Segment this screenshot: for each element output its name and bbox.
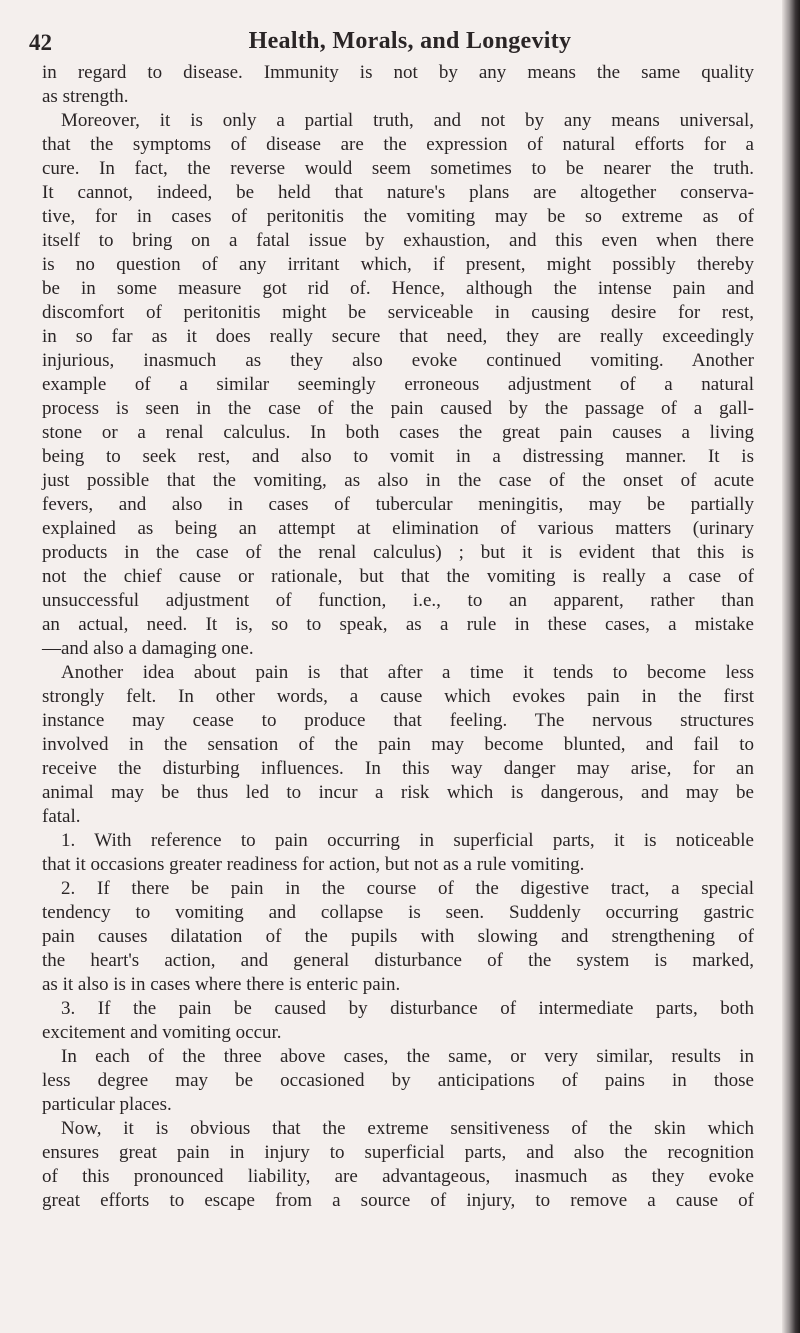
book-binding-edge [782,0,800,1333]
text-line: animal may be thus led to incur a risk which is dangerous, and may be [42,782,754,803]
text-line: pain causes dilatation of the pupils with slowing and strengthening of [42,926,754,947]
text-line: instance may cease to produce that feeling. The nervous structures [42,710,754,731]
text-line: involved in the sensation of the pain may become blunted, and fail to [42,734,754,755]
text-line: as it also is in cases where there is enteric pain. [42,974,401,995]
text-line: less degree may be occasioned by anticipations of pains in those [42,1070,754,1091]
text-line: strongly felt. In other words, a cause which evokes pain in the first [42,686,754,707]
text-line: products in the case of the renal calculus) ; but it is evident that this is [42,542,754,563]
text-line: discomfort of peritonitis might be serviceable in causing desire for rest, [42,302,754,323]
paragraph [42,1045,754,1117]
paragraph [42,109,754,661]
text-line: great efforts to escape from a source of injury, to remove a cause of [42,1190,754,1211]
paragraph [42,1117,754,1213]
page-body [42,61,754,1213]
text-line: the heart's action, and general disturbance of the system is marked, [42,950,754,971]
text-line: be in some measure got rid of. Hence, although the intense pain and [42,278,754,299]
text-line: injurious, inasmuch as they also evoke continued vomiting. Another [42,350,754,371]
text-line: of this pronounced liability, are advantageous, inasmuch as they evoke [42,1166,754,1187]
text-line: that it occasions greater readiness for action, but not as a rule vomiting. [42,854,585,875]
paragraph [42,997,754,1045]
text-line: particular places. [42,1094,172,1115]
text-line: cure. In fact, the reverse would seem sometimes to be nearer the truth. [42,158,754,179]
text-line: as strength. [42,86,129,107]
text-line: receive the disturbing influences. In this way danger may arise, for an [42,758,754,779]
text-line: tendency to vomiting and collapse is seen. Suddenly occurring gastric [42,902,754,923]
text-line: stone or a renal calculus. In both cases the great pain causes a living [42,422,754,443]
text-line: Another idea about pain is that after a time it tends to become less [61,662,754,683]
text-line: fatal. [42,806,81,827]
text-line: Moreover, it is only a partial truth, and not by any means universal, [61,110,754,131]
text-line: example of a similar seemingly erroneous adjustment of a natural [42,374,754,395]
page-number: 42 [29,30,52,55]
text-line: 2. If there be pain in the course of the digestive tract, a special [61,878,754,899]
paragraph [42,829,754,877]
paragraph [42,61,754,109]
text-line: It cannot, indeed, be held that nature's plans are altogether conserva- [42,182,754,203]
text-line: itself to bring on a fatal issue by exhaustion, and this even when there [42,230,754,251]
text-line: explained as being an attempt at elimination of various matters (urinary [42,518,754,539]
text-line: not the chief cause or rationale, but that the vomiting is really a case of [42,566,754,587]
text-line: In each of the three above cases, the same, or very similar, results in [61,1046,754,1067]
text-line: Now, it is obvious that the extreme sensitiveness of the skin which [61,1118,754,1139]
running-title: Health, Morals, and Longevity [248,28,572,54]
text-line: unsuccessful adjustment of function, i.e., to an apparent, rather than [42,590,754,611]
text-line: tive, for in cases of peritonitis the vomiting may be so extreme as of [42,206,754,227]
text-line: just possible that the vomiting, as also in the case of the onset of acute [42,470,754,491]
text-line: that the symptoms of disease are the expression of natural efforts for a [42,134,754,155]
text-line: fevers, and also in cases of tubercular meningitis, may be partially [42,494,754,515]
paragraph [42,661,754,829]
paragraph [42,877,754,997]
text-line: in regard to disease. Immunity is not by any means the same quality [42,62,754,83]
text-line: 3. If the pain be caused by disturbance of intermediate parts, both [61,998,754,1019]
text-line: ensures great pain in injury to superficial parts, and also the recognition [42,1142,754,1163]
page-header [0,26,780,58]
text-line: in so far as it does really secure that need, they are really exceedingly [42,326,754,347]
text-line: 1. With reference to pain occurring in superficial parts, it is noticeable [61,830,754,851]
text-line: an actual, need. It is, so to speak, as a rule in these cases, a mistake [42,614,754,635]
text-line: process is seen in the case of the pain caused by the passage of a gall- [42,398,754,419]
text-line: being to seek rest, and also to vomit in a distressing manner. It is [42,446,754,467]
text-line: —and also a damaging one. [42,638,254,659]
text-line: is no question of any irritant which, if present, might possibly thereby [42,254,754,275]
text-line: excitement and vomiting occur. [42,1022,282,1043]
